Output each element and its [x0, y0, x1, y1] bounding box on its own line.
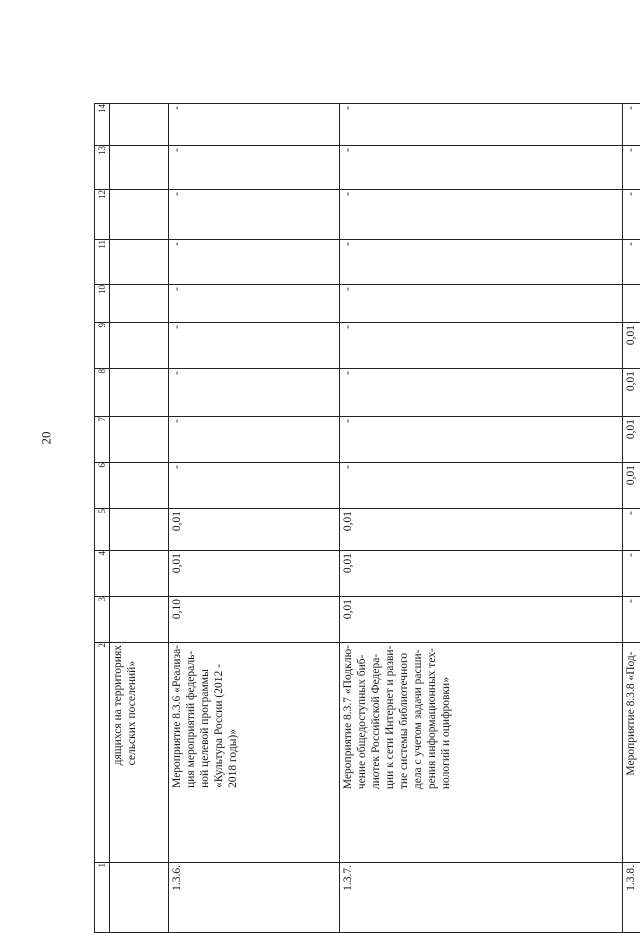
- table-cell: [110, 240, 169, 285]
- table-cell: [169, 597, 340, 643]
- column-header: [95, 240, 110, 285]
- cell-text: 0,01: [170, 553, 184, 573]
- table-cell: [169, 104, 340, 146]
- cell-text: -: [341, 192, 355, 196]
- column-header: [95, 323, 110, 369]
- table-cell: [340, 146, 623, 190]
- table-cell: [340, 551, 623, 597]
- table-cell: [110, 323, 169, 369]
- table-cell: [340, 369, 623, 417]
- table-cell: [169, 190, 340, 240]
- cell-text: -: [624, 511, 638, 515]
- column-header: [95, 863, 110, 933]
- table-cell: [169, 285, 340, 323]
- cell-text: -: [624, 553, 638, 557]
- table-row: [95, 190, 640, 240]
- table-cell: [110, 643, 169, 863]
- table-cell: [110, 146, 169, 190]
- table-row: [95, 323, 640, 369]
- cell-text: 1.3.7.: [341, 865, 355, 891]
- table-cell: [169, 323, 340, 369]
- table-cell: [110, 597, 169, 643]
- table-cell: [623, 285, 640, 323]
- table-cell: [169, 463, 340, 509]
- cell-text: -: [341, 242, 355, 246]
- table-row: [95, 285, 640, 323]
- column-header: [95, 509, 110, 551]
- cell-text: -: [341, 371, 355, 375]
- cell-text: 0,01: [624, 325, 638, 345]
- table-cell: [169, 369, 340, 417]
- table-row: [95, 597, 640, 643]
- table-cell: [340, 509, 623, 551]
- cell-text: -: [624, 242, 638, 246]
- cell-text: -: [170, 371, 184, 375]
- column-header-label: 14: [95, 104, 109, 113]
- cell-text: 1.3.6.: [170, 865, 184, 891]
- column-header: [95, 190, 110, 240]
- cell-text: -: [341, 465, 355, 469]
- column-header-label: 2: [95, 643, 109, 648]
- cell-text: -: [170, 192, 184, 196]
- table-cell: [110, 285, 169, 323]
- cell-text: 0,01: [341, 511, 355, 531]
- cell-text: -: [341, 106, 355, 110]
- column-header-label: 4: [95, 551, 109, 556]
- cell-text: -: [341, 419, 355, 423]
- table-row: [95, 463, 640, 509]
- column-header-label: 3: [95, 597, 109, 602]
- column-header: [95, 104, 110, 146]
- cell-text: -: [624, 148, 638, 152]
- table-cell: [623, 863, 640, 933]
- column-header: [95, 643, 110, 863]
- table-cell: [110, 551, 169, 597]
- table-cell: [169, 551, 340, 597]
- table-row: [95, 863, 640, 933]
- cell-text: 0,01: [341, 599, 355, 619]
- table-cell: [169, 417, 340, 463]
- cell-text: -: [624, 106, 638, 110]
- column-header: [95, 146, 110, 190]
- table-row: [95, 551, 640, 597]
- table-cell: [110, 369, 169, 417]
- table-cell: [623, 509, 640, 551]
- table-cell: [623, 597, 640, 643]
- table-cell: [340, 417, 623, 463]
- table-cell: [169, 863, 340, 933]
- table-row: [95, 509, 640, 551]
- table-cell: [169, 509, 340, 551]
- table-cell: [340, 597, 623, 643]
- column-header-label: 9: [95, 323, 109, 328]
- column-header: [95, 369, 110, 417]
- table-cell: [623, 146, 640, 190]
- cell-text: 0,01: [624, 465, 638, 485]
- cell-text: -: [170, 419, 184, 423]
- cell-text: -: [170, 465, 184, 469]
- table-cell: [169, 643, 340, 863]
- table-cell: [623, 551, 640, 597]
- table-cell: [340, 863, 623, 933]
- column-header-label: 7: [95, 417, 109, 422]
- column-header-label: 10: [95, 285, 109, 294]
- table-cell: [169, 146, 340, 190]
- table-cell: [623, 104, 640, 146]
- column-header: [95, 463, 110, 509]
- table-cell: [340, 104, 623, 146]
- table-cell: [340, 285, 623, 323]
- table-cell: [110, 417, 169, 463]
- table-cell: [340, 240, 623, 285]
- cell-text: Мероприятие 8.3.7 «Подклю- чение общедоступных биб- лиотек Российской Федера- ции к сети Интернет и разви- тие системы библиотечного дела с учетом задачи расши- рения информационных тех- нологий и оцифровки»: [341, 645, 453, 789]
- table-row: [95, 369, 640, 417]
- data-table: [94, 103, 640, 933]
- table-row: [95, 146, 640, 190]
- table-row: [95, 417, 640, 463]
- cell-text: -: [624, 192, 638, 196]
- cell-text: -: [341, 148, 355, 152]
- table-row: [95, 104, 640, 146]
- cell-text: -: [170, 106, 184, 110]
- column-header-label: 1: [95, 863, 109, 868]
- column-header: [95, 417, 110, 463]
- table-cell: [623, 417, 640, 463]
- column-header: [95, 551, 110, 597]
- table-cell: [169, 240, 340, 285]
- table-cell: [110, 104, 169, 146]
- table-row: [95, 240, 640, 285]
- cell-text: 0,10: [170, 599, 184, 619]
- table-cell: [110, 863, 169, 933]
- cell-text: -: [170, 325, 184, 329]
- cell-text: 1.3.8.: [624, 865, 638, 891]
- column-header-label: 13: [95, 146, 109, 155]
- cell-text: 0,01: [341, 553, 355, 573]
- table-cell: [340, 643, 623, 863]
- column-header-label: 8: [95, 369, 109, 374]
- cell-text: -: [170, 287, 184, 291]
- cell-text: 0,01: [624, 371, 638, 391]
- column-header: [95, 597, 110, 643]
- table-row: [95, 643, 640, 863]
- column-header-label: 6: [95, 463, 109, 468]
- cell-text: 0,01: [624, 419, 638, 439]
- table-cell: [110, 509, 169, 551]
- cell-text: -: [170, 242, 184, 246]
- column-header-label: 11: [95, 240, 109, 249]
- page-number: 20: [39, 432, 55, 445]
- column-header: [95, 285, 110, 323]
- table-cell: [110, 463, 169, 509]
- cell-text: Мероприятие 8.3.8 «Под-: [624, 645, 640, 776]
- column-header-label: 5: [95, 509, 109, 514]
- cell-text: Мероприятие 8.3.6 «Реализа- ция мероприятий федераль- ной целевой программы «Культура России (2012 - 2018 годы)»: [170, 645, 240, 788]
- cell-text: дящихся на территориях сельских поселений»: [111, 645, 139, 765]
- cell-text: -: [624, 599, 638, 603]
- table-cell: [623, 369, 640, 417]
- table-cell: [623, 323, 640, 369]
- cell-text: -: [341, 325, 355, 329]
- table-cell: [623, 463, 640, 509]
- table-cell: [623, 240, 640, 285]
- column-header-label: 12: [95, 190, 109, 199]
- cell-text: 0,01: [170, 511, 184, 531]
- cell-text: -: [341, 287, 355, 291]
- table-cell: [340, 323, 623, 369]
- table-cell: [623, 190, 640, 240]
- table-cell: [340, 463, 623, 509]
- cell-text: -: [170, 148, 184, 152]
- table-cell: [110, 190, 169, 240]
- table-cell: [623, 643, 640, 863]
- table-cell: [340, 190, 623, 240]
